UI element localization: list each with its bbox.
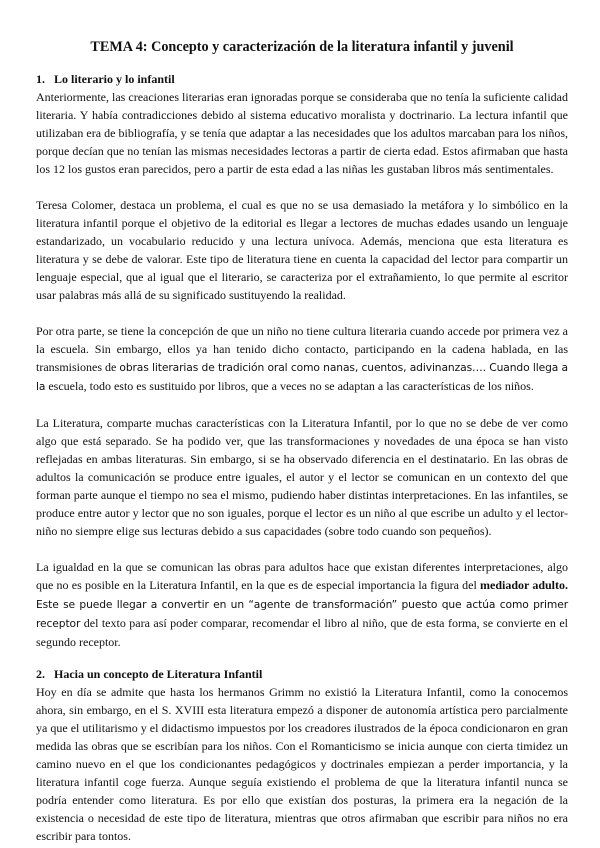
section-1-paragraph-5 [36, 558, 568, 651]
section-1-paragraph-1: Anteriormente, las creaciones literarias eran ignoradas porque se consideraba que no tenía la suficiente calidad literaria. Y había contradicciones debido al sistema educativo moralista y doctrinario. La lectura infantil que utilizaban era de bibliografía, y se tenía que adaptar a las necesidades que los adultos marcaban para los niños, porque decían que no tenían las mismas necesidades lectoras a partir de cierta edad. Estos afirmaban que hasta los 12 los gustos eran parecidos, pero a partir de esta edad a las niñas les gustaban libros más sentimentales. [36, 90, 568, 176]
section-2-heading-text: Hacia un concepto de Literatura Infantil [54, 667, 263, 681]
section-1-heading [36, 70, 568, 88]
document-title: TEMA 4: Concepto y caracterización de la literatura infantil y juvenil [90, 39, 514, 55]
section-1-paragraph-2: Teresa Colomer, destaca un problema, el cual es que no se usa demasiado la metáfora y lo simbólico en la literatura infantil porque el objetivo de la editorial es llegar a lectores de muchas edades usando un lenguaje estandarizado, un vocabulario reducido y una lectura unívoca. Además, menciona que esta literatura es literatura y se debe de valorar. Este tipo de literatura tiene en cuenta la capacidad del lector para compartir un lenguaje especial, que al igual que el literario, se caracteriza por el extrañamiento, lo que permite al escritor usar palabras más allá de su significado sustituyendo la realidad. [36, 198, 568, 302]
paragraph-5-part-a: La igualdad en la que se comunican las obras para adultos hace que existan diferentes interpretaciones, algo que no es posible en la Literatura Infantil, en la que es de especial importancia la figura del [36, 560, 568, 592]
paragraph-5-part-c: del texto para así poder comparar, recomendar el libro al niño, que de esta forma, se convierte en el segundo receptor. [36, 616, 568, 649]
section-1-heading-text: Lo literario y lo infantil [54, 72, 175, 86]
section-1-paragraph-3 [36, 322, 568, 396]
paragraph-5-part-b: Este se puede llegar a convertir en un “agente de transformación” puesto que actúa como primer receptor [36, 598, 568, 630]
section-2-number: 2. [36, 667, 45, 681]
section-2-heading [36, 665, 568, 683]
paragraph-3-part-c: escuela, todo esto es sustituido por libros, que a veces no se adaptan a las características de los niños. [45, 379, 534, 393]
section-1-number: 1. [36, 72, 45, 86]
section-1-paragraph-4: La Literatura, comparte muchas características con la Literatura Infantil, por lo que no se debe de ver como algo que está separado. Se ha podido ver, que las transformaciones y novedades de una época se han visto reflejadas en ambas literaturas. Sin embargo, si se ha observado diferencia en el destinatario. En las obras de adultos la comunicación se produce entre iguales, el autor y el lector se comunican en un contexto del que forman parte aunque el tiempo no sea el mismo, pudiendo haber distintas interpretaciones. En las infantiles, se produce entre autor y lector que no son iguales, porque el lector es un niño al que escribe un adulto y el lector-niño no siempre elige sus lecturas debido a sus capacidades (sobre todo cuando son pequeños). [36, 416, 568, 538]
section-2-paragraph-1: Hoy en día se admite que hasta los hermanos Grimm no existió la Literatura Infantil, como la conocemos ahora, sin embargo, en el S. XVIII esta literatura empezó a disponer de autonomía artística pero parcialmente ya que el utilitarismo y el didactismo impuestos por los creadores ilustrados de la época condicionaron en gran medida las obras que se escribían para los niños. Con el Romanticismo se inicia aunque con cierta timidez un camino nuevo en el que los condicionantes pedagógicos y doctrinales empiezan a perder importancia, y la literatura infantil coge fuerza. Aunque seguía existiendo el problema de que la literatura infantil nunca se podría entender como literatura. Es por ello que existían dos posturas, la primera era la negación de la existencia o necesidad de este tipo de literatura, mientras que otros afirmaban que escribir para niños no era escribir para tontos. [36, 685, 568, 843]
mediador-adulto-emphasis: mediador adulto. [480, 578, 569, 592]
paragraph-3-part-a: Por otra parte, se tiene la concepción de que un niño no tiene cultura literaria cuando accede por primera vez a la escuela. Sin embargo, ellos ya han tenido dicho contacto, participando en la cadena hablada, en las transmisiones de [36, 324, 568, 374]
paragraph-3-part-b: obras literarias de tradición oral como nanas, cuentos, adivinanzas…. Cuando llega a la [36, 361, 568, 393]
